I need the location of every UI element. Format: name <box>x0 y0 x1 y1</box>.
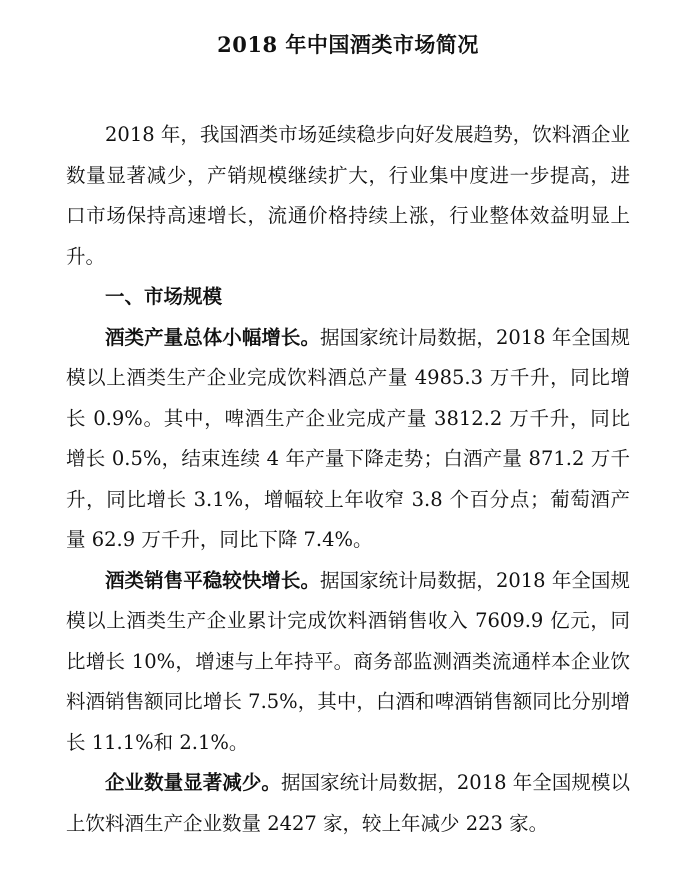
sales-body: 据国家统计局数据，2018 年全国规模以上酒类生产企业累计完成饮料酒销售收入 7609.9 亿元，同比增长 10%，增速与上年持平。商务部监测酒类流通样本企业饮料酒销售额同比增长 7.5%，其中，白酒和啤酒销售额同比分别增长 11.1%和 2.1%。 <box>66 568 630 754</box>
production-body: 据国家统计局数据，2018 年全国规模以上酒类生产企业完成饮料酒总产量 4985.3 万千升，同比增长 0.9%。其中，啤酒生产企业完成产量 3812.2 万千升，同比增长 0.5%，结束连续 4 年产量下降走势；白酒产量 871.2 万千升，同比增长 3.1%，增幅较上年收窄 3.8 个百分点；葡萄酒产量 62.9 万千升，同比下降 7.4%。 <box>66 325 630 551</box>
production-paragraph <box>66 318 630 561</box>
intro-paragraph: 2018 年，我国酒类市场延续稳步向好发展趋势，饮料酒企业数量显著减少，产销规模继续扩大，行业集中度进一步提高，进口市场保持高速增长，流通价格持续上涨，行业整体效益明显上升。 <box>66 123 630 268</box>
enterprises-paragraph <box>66 763 630 844</box>
section-heading-market-scale: 一、市场规模 <box>105 285 223 308</box>
enterprises-body: 据国家统计局数据，2018 年全国规模以上饮料酒生产企业数量 2427 家，较上年减少 223 家。 <box>66 771 630 835</box>
sales-paragraph <box>66 561 630 764</box>
production-lead: 酒类产量总体小幅增长。 <box>105 325 321 349</box>
document-title: 2018 年中国酒类市场简况 <box>217 32 479 57</box>
enterprises-lead: 企业数量显著减少。 <box>105 771 281 794</box>
sales-lead: 酒类销售平稳较快增长。 <box>105 568 321 592</box>
